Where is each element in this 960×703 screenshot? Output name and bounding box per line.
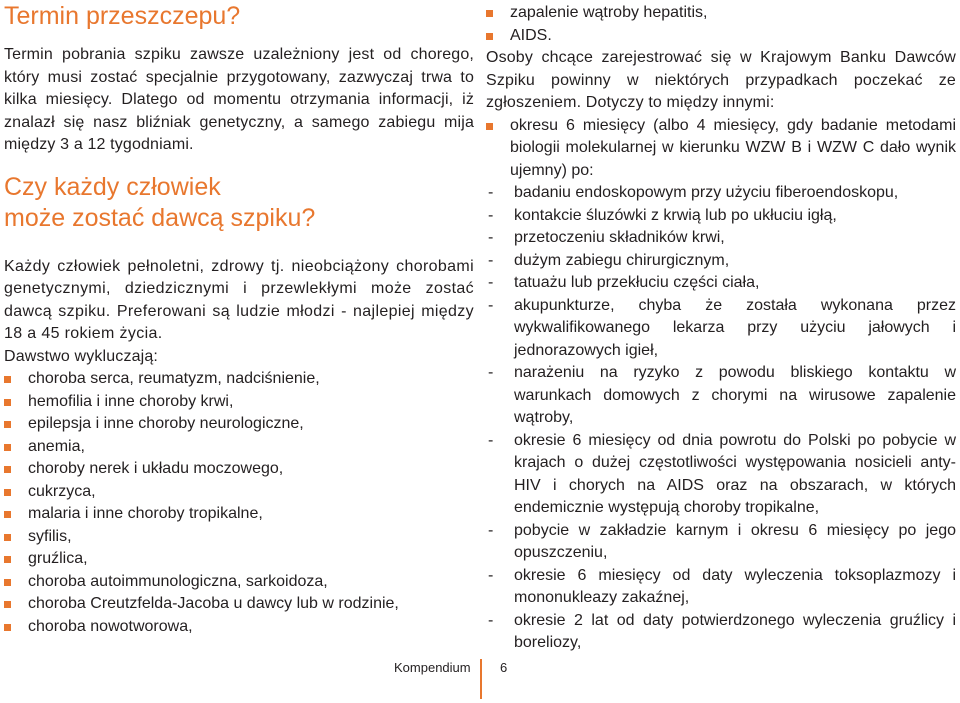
section-heading-line1: Czy każdy człowiek	[4, 172, 221, 201]
continued-exclusions-list	[486, 2, 956, 47]
section-heading-line2: może zostać dawcą szpiku?	[4, 203, 316, 232]
list-item: - okresie 2 lat od daty potwierdzonego wyleczenia gruźlicy i boreliozy,	[488, 611, 956, 651]
footer-divider	[480, 659, 482, 699]
bullet-square-icon	[4, 511, 11, 518]
footer-label: Kompendium	[394, 660, 471, 675]
bullet-square-icon	[4, 466, 11, 473]
bullet-square-icon	[4, 399, 11, 406]
list-item: hemofilia i inne choroby krwi,	[4, 391, 474, 414]
section-heading	[4, 172, 474, 234]
list-item: - okresie 6 miesięcy od dnia powrotu do Polski po pobycie w krajach o dużej częstotliwości występowania nosicieli anty-HIV i chorych na AIDS oraz na obszarach, w których endemicznie występują choroby tropikalne,	[488, 431, 956, 516]
list-item: zapalenie wątroby hepatitis,	[486, 2, 956, 25]
bullet-square-icon	[4, 579, 11, 586]
exclusions-list	[4, 368, 474, 638]
list-item: - tatuażu lub przekłuciu części ciała,	[488, 274, 760, 291]
exclusions-intro: Dawstwo wykluczają:	[4, 347, 159, 365]
bullet-square-icon	[4, 376, 11, 383]
bullet-square-icon	[4, 624, 11, 631]
list-item: choroba autoimmunologiczna, sarkoidoza,	[4, 571, 474, 594]
bullet-square-icon	[486, 10, 493, 17]
page-title: Termin przeszczepu?	[4, 2, 241, 30]
list-item: choroba Creutzfelda-Jacoba u dawcy lub w rodzinie,	[4, 593, 474, 616]
list-item: - pobycie w zakładzie karnym i okresu 6 miesięcy po jego opuszczeniu,	[488, 521, 956, 561]
right-column	[486, 0, 956, 655]
list-item: - przetoczeniu składników krwi,	[488, 229, 725, 246]
list-item: okresu 6 miesięcy (albo 4 miesięcy, gdy badanie metodami biologii molekularnej w kierunku WZW B i WZW C dało wynik ujemny) po:	[486, 115, 956, 183]
list-item: choroby nerek i układu moczowego,	[4, 458, 474, 481]
list-item: AIDS.	[486, 25, 956, 48]
left-column	[4, 0, 474, 638]
list-item: gruźlica,	[4, 548, 474, 571]
list-item: - narażeniu na ryzyko z powodu bliskiego kontaktu w warunkach domowych z chorymi na wirusowe zapalenie wątroby,	[488, 364, 956, 426]
intro-paragraph: Termin pobrania szpiku zawsze uzależniony jest od chorego, który musi zostać specjalnie przygotowany, zazwyczaj trwa to kilka miesięcy. Dlatego od momentu otrzymania informacji, iż znalazł się nasz bliźniak genetyczny, a samego zabiegu mija między 3 a 12 tygodniami.	[4, 46, 474, 153]
waiting-items-list	[486, 182, 956, 655]
bullet-square-icon	[4, 444, 11, 451]
list-item: - badaniu endoskopowym przy użyciu fiberoendoskopu,	[488, 184, 899, 201]
list-item: cukrzyca,	[4, 481, 474, 504]
eligibility-paragraph: Każdy człowiek pełnoletni, zdrowy tj. nieobciążony chorobami genetycznymi, dziedzicznymi i przewlekłymi może zostać dawcą szpiku. Preferowani są ludzie młodzi - najlepiej między 18 a 45 rokiem życia.	[4, 257, 474, 342]
bullet-square-icon	[4, 556, 11, 563]
list-item: choroba serca, reumatyzm, nadciśnienie,	[4, 368, 474, 391]
list-item: anemia,	[4, 436, 474, 459]
registration-paragraph: Osoby chcące zarejestrować się w Krajowym Banku Dawców Szpiku powinny w niektórych przypadkach poczekać ze zgłoszeniem. Dotyczy to między innymi:	[486, 49, 956, 111]
bullet-square-icon	[486, 33, 493, 40]
list-item: - dużym zabiegu chirurgicznym,	[488, 251, 730, 269]
bullet-square-icon	[4, 601, 11, 608]
list-item: - okresie 6 miesięcy od daty wyleczenia toksoplazmozy i mononukleazy zakaźnej,	[488, 566, 956, 606]
bullet-square-icon	[4, 489, 11, 496]
list-item: malaria i inne choroby tropikalne,	[4, 503, 474, 526]
list-item: - akupunkturze, chyba że została wykonana przez wykwalifikowanego lekarza przy użyciu jałowych i jednorazowych igieł,	[488, 296, 956, 359]
list-item: choroba nowotworowa,	[4, 616, 474, 639]
list-item: - kontakcie śluzówki z krwią lub po ukłuciu igłą,	[488, 206, 837, 224]
list-item: syfilis,	[4, 526, 474, 549]
bullet-square-icon	[486, 123, 493, 130]
waiting-period-list	[486, 115, 956, 183]
page-footer	[0, 656, 960, 701]
bullet-square-icon	[4, 421, 11, 428]
list-item: epilepsja i inne choroby neurologiczne,	[4, 413, 474, 436]
bullet-square-icon	[4, 534, 11, 541]
page-number: 6	[500, 660, 508, 675]
